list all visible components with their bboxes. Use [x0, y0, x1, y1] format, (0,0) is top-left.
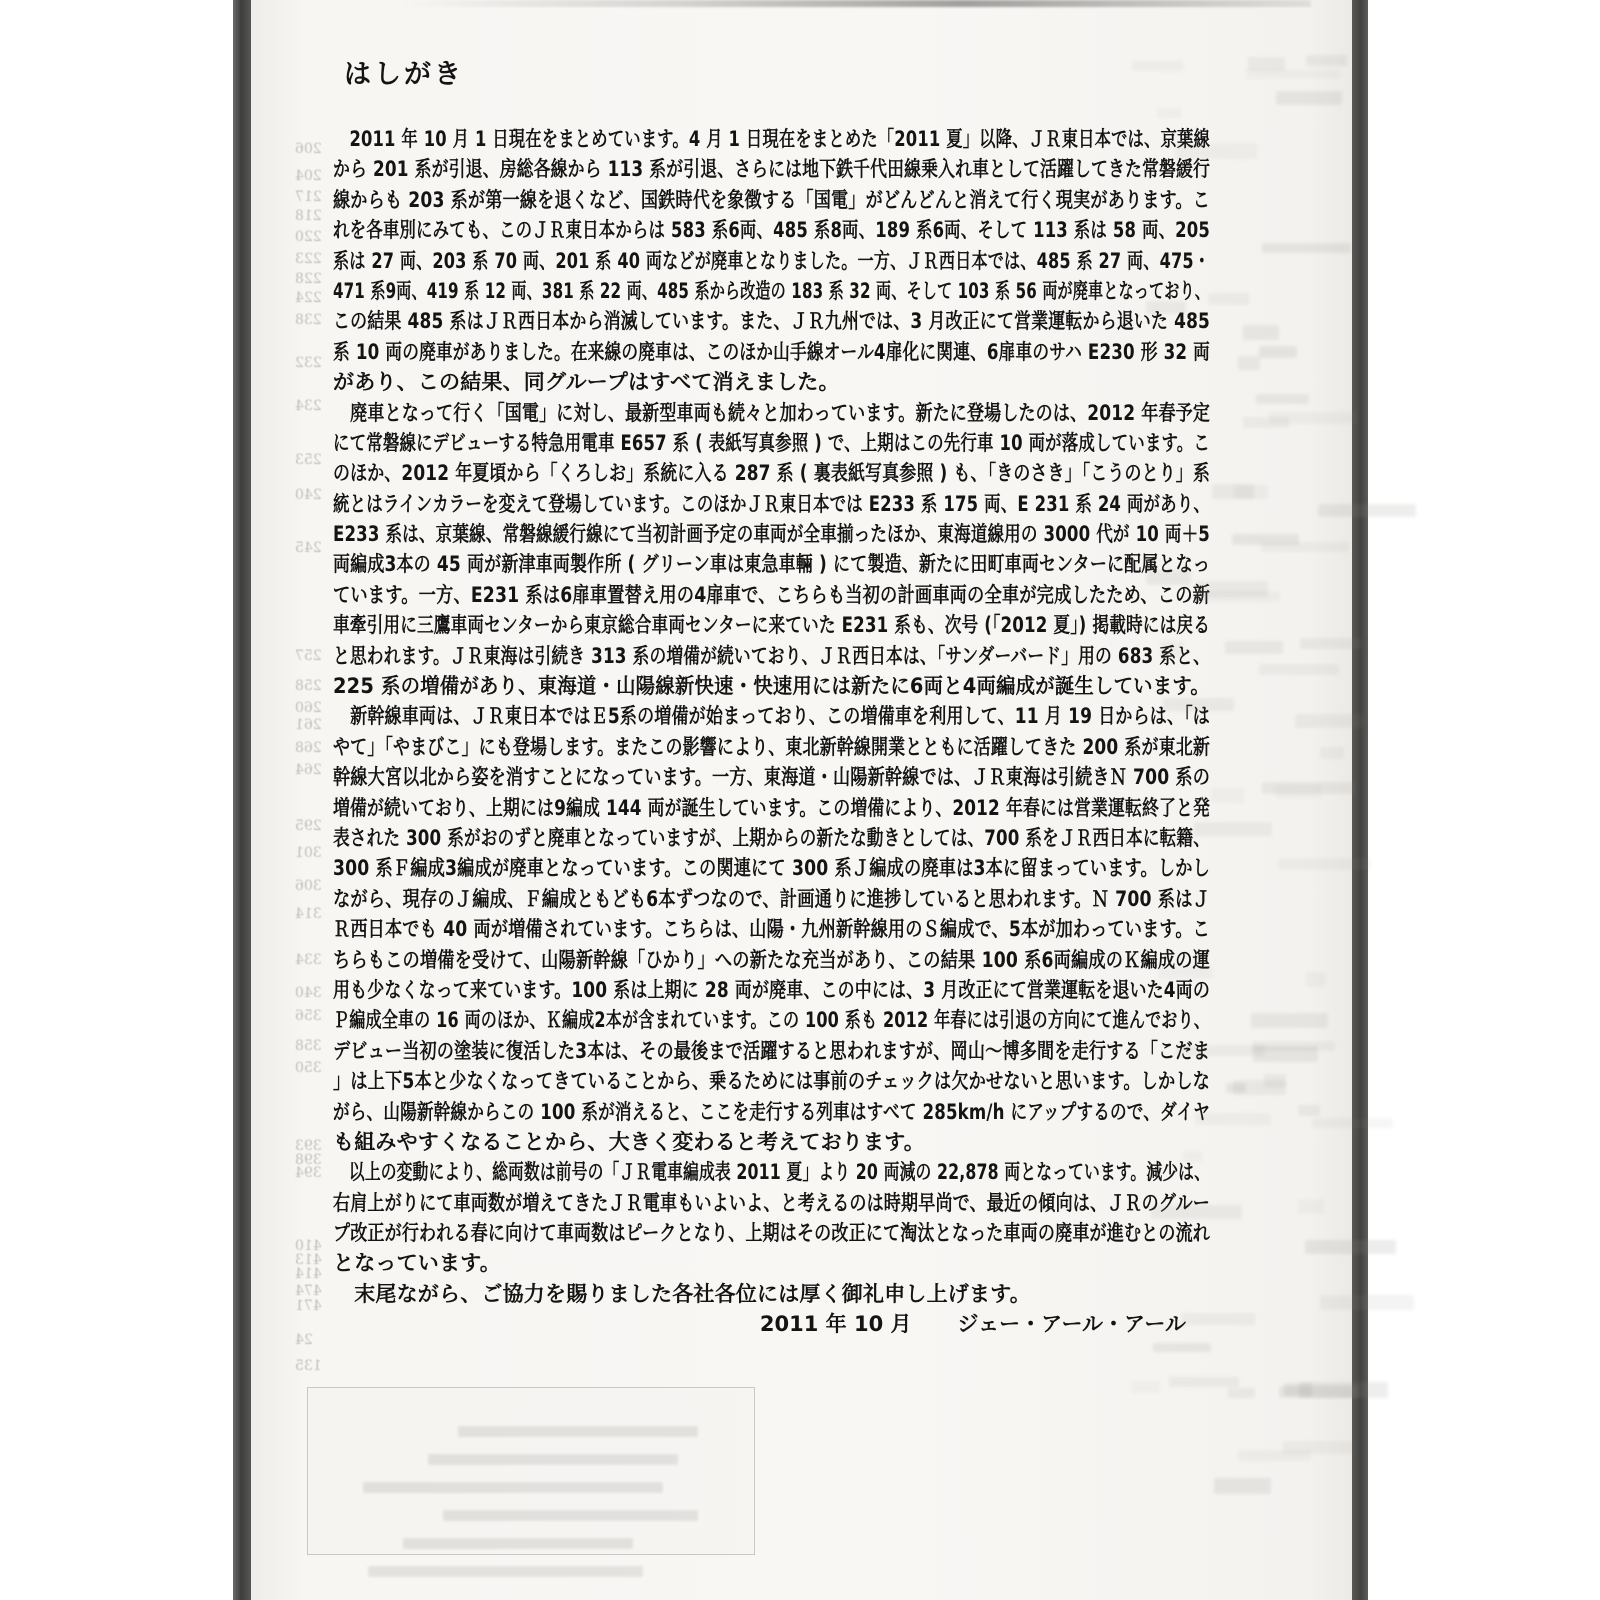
- text-line: ちらもこの増備を受けて、山陽新幹線「ひかり」への新たな充当があり、この結果 100 系6両編成のＫ編成の運: [333, 947, 1210, 972]
- bleed-through-smudge: [1228, 1388, 1256, 1398]
- text-line: のほか、2012 年夏頃から「くろしお」系統に入る 287 系 ( 裏表紙写真参照 ) も、「きのさき」「こうのとり」系: [333, 461, 1210, 486]
- text-line: ています。一方、E231 系は6扉車置替え用の4扉車で、こちらも当初の計画車両の全車が完成したため、この新: [333, 582, 1210, 607]
- bleed-through-smudge: [1283, 1441, 1354, 1454]
- bleed-through-number: 393: [295, 1138, 322, 1154]
- bleed-through-smudge: [1196, 581, 1267, 596]
- bleed-through-smudge: [1146, 570, 1191, 585]
- bleed-through-smudge: [1305, 1240, 1396, 1254]
- text-line: 2011 年 10 月 1 日現在をまとめています。4 月 1 日現在をまとめた「2011 夏」以降、ＪＲ東日本では、京葉線: [333, 127, 1210, 151]
- bleed-through-smudge: [1295, 714, 1364, 727]
- bleed-through-smudge: [1259, 346, 1296, 358]
- scan-edge-strip-left: [233, 0, 251, 1600]
- text-line: 線からも 203 系が第一線を退くなど、国鉄時代を象徴する「国電」がどんどんと消えて行く現実があります。こ: [333, 187, 1210, 212]
- bleed-through-number: 261: [295, 717, 322, 733]
- bleed-through-smudge: [1146, 301, 1186, 315]
- bleed-through-smudge: [1194, 822, 1272, 836]
- bleed-through-number: 218: [295, 208, 322, 224]
- signature-line: [333, 1308, 1186, 1338]
- bleed-through-number: 334: [295, 952, 322, 968]
- bleed-through-smudge: [1151, 1205, 1242, 1220]
- bleed-through-smudge: [1211, 788, 1244, 803]
- bleed-through-number: 358: [295, 1038, 322, 1054]
- text-line: となっています。: [333, 1251, 501, 1276]
- bleed-through-line: [363, 1482, 663, 1493]
- bleed-through-smudge: [1259, 664, 1339, 676]
- text-line: プ改正が行われる春に向けて車両数はピークとなり、上期はその改正にて淘汰となった車両の廃車が進むとの流れ: [333, 1221, 1210, 1246]
- bleed-through-number: 24: [295, 1332, 313, 1348]
- bleed-through-smudge: [1157, 108, 1181, 118]
- bleed-through-number: 206: [295, 141, 322, 157]
- bleed-through-number: 398: [295, 1152, 322, 1168]
- bleed-through-smudge: [1238, 356, 1260, 370]
- text-line: 統とはラインカラーを変えて登場しています。このほかＪＲ東日本では E233 系 175 両、E 231 系 24 両があり、: [333, 491, 1210, 516]
- bleed-through-smudge: [1160, 641, 1184, 657]
- bleed-through-smudge: [1262, 243, 1351, 252]
- text-line: デビュー当初の塗装に復活した3本は、その最後まで活躍すると思われますが、岡山〜博多間を走行する「こだま: [333, 1038, 1210, 1063]
- bleed-through-number: 245: [295, 540, 322, 556]
- bleed-through-number: 314: [295, 906, 322, 922]
- bleed-through-number: 257: [295, 648, 322, 664]
- text-line: 廃車となって行く「国電」に対し、最新型車両も続々と加わっています。新たに登場したのは、2012 年春予定: [333, 400, 1210, 425]
- bleed-through-smudge: [1269, 412, 1358, 424]
- text-line: 225 系の増備があり、東海道・山陽線新快速・快速用には新たに6両と4両編成が誕生しています。: [333, 674, 1210, 699]
- bleed-through-smudge: [1175, 143, 1258, 159]
- text-line: 471 系9両、419 系 12 両、381 系 22 両、485 系から改造の 183 系 32 両、そして 103 系 56 両が廃車となっており、: [333, 278, 1210, 303]
- bleed-through-number: 301: [295, 845, 322, 861]
- bleed-through-number: 240: [295, 487, 322, 503]
- bleed-through-number: 253: [295, 452, 322, 468]
- text-line: にて常磐線にデビューする特急用電車 E657 系 ( 表紙写真参照 ) で、上期はこの先行車 10 両が落成しています。こ: [333, 430, 1210, 455]
- bleed-through-smudge: [1300, 638, 1363, 649]
- bleed-through-number: 414: [295, 1266, 322, 1282]
- text-line: やて」「やまびこ」にも登場します。またこの影響により、東北新幹線開業とともに活躍してきた 200 系が東北新: [333, 734, 1210, 759]
- bleed-through-smudge: [1163, 698, 1234, 711]
- signature-date: 2011 年 10 月: [759, 1312, 912, 1336]
- bleed-through-number: 258: [295, 678, 322, 694]
- bleed-through-smudge: [1176, 1045, 1265, 1056]
- bleed-through-number: 306: [295, 878, 322, 894]
- bleed-through-number: 204: [295, 168, 322, 184]
- bleed-through-number: 260: [295, 700, 322, 716]
- bleed-through-smudge: [1246, 69, 1340, 79]
- bleed-through-line: [458, 1426, 698, 1437]
- bleed-through-smudge: [1320, 747, 1344, 759]
- bleed-through-number: 340: [295, 985, 322, 1001]
- text-line: がら、山陽新幹線からこの 100 系が消えると、ここを走行する列車はすべて 285km/h にアップするので、ダイヤ: [333, 1099, 1210, 1124]
- bleed-through-smudge: [1276, 91, 1342, 105]
- bleed-through-number: 228: [295, 271, 322, 287]
- bleed-through-number: 394: [295, 1165, 322, 1181]
- bleed-through-smudge: [1318, 504, 1416, 517]
- text-line: 幹線大宮以北から姿を消すことになっています。一方、東海道・山陽新幹線では、ＪＲ東海は引続きＮ 700 系の: [333, 765, 1210, 790]
- text-line: ながら、現存のＪ編成、Ｆ編成ともども6本ずつなので、計画通りに進捗していると思われます。Ｎ 700 系はＪ: [333, 886, 1210, 911]
- bleed-through-number: 268: [295, 740, 322, 756]
- text-line: 両編成3本の 45 両が新津車両製作所 ( グリーン車は東急車輛 ) にて製造、新たに田町車両センターに配属となっ: [333, 552, 1210, 577]
- bleed-through-smudge: [1169, 1377, 1239, 1387]
- bleed-through-smudge: [1225, 641, 1283, 654]
- bleed-through-smudge: [1251, 1013, 1327, 1028]
- bleed-through-smudge: [1153, 1343, 1210, 1352]
- bleed-through-number: 471: [295, 1298, 322, 1314]
- bleed-through-smudge: [1183, 1151, 1202, 1162]
- bleed-through-smudge: [1278, 858, 1372, 870]
- preface-body: [333, 124, 1210, 1309]
- page: [251, 0, 1352, 1600]
- bleed-through-smudge: [1132, 61, 1183, 71]
- text-line: 用も少なくなって来ています。100 系は上期に 28 両が廃車、この中には、3 月改正にて営業運転を退いた4両の: [333, 977, 1210, 1002]
- text-line: 」は上下5本と少なくなってきていることから、乗るためには事前のチェックは欠かせないと思います。しかしな: [333, 1069, 1210, 1094]
- text-line: 300 系Ｆ編成3編成が廃車となっています。この関連にて 300 系Ｊ編成の廃車は3本に留まっています。しかし: [333, 856, 1210, 881]
- bleed-through-smudge: [1312, 1118, 1393, 1128]
- page-title: はしがき: [344, 59, 464, 90]
- bleed-through-smudge: [1158, 966, 1213, 979]
- bleed-through-number: 474: [295, 1283, 322, 1299]
- bleed-through-smudge: [1131, 1381, 1160, 1393]
- bleed-through-line: [428, 1454, 678, 1465]
- bleed-through-smudge: [1208, 293, 1249, 305]
- scan-artifact-top-smear: [401, 0, 1311, 7]
- text-line: 以上の変動により、総両数は前号の「ＪＲ電車編成表 2011 夏」より 20 両減の 22,878 両となっています。減少は、: [333, 1160, 1210, 1185]
- text-line: から 201 系が引退、房総各線から 113 系が引退、さらには地下鉄千代田線乗入れ車として活躍してきた常磐緩行: [333, 157, 1210, 182]
- bleed-through-number: 217: [295, 189, 322, 205]
- text-line: れを各車別にみても、このＪＲ東日本からは 583 系6両、485 系8両、189 系6両、そして 113 系は 58 両、205: [333, 218, 1210, 243]
- text-line: E233 系は、京葉線、常磐線緩行線にて当初計画予定の車両が全車揃ったほか、東海道線用の 3000 代が 10 両＋5: [333, 522, 1210, 547]
- bleed-through-number: 135: [295, 1358, 322, 1374]
- bleed-through-number: 232: [295, 355, 322, 371]
- bleed-through-smudge: [1256, 394, 1308, 404]
- bleed-through-line: [443, 1510, 698, 1521]
- text-line: 末尾ながら、ご協力を賜りました各社各位には厚く御礼申し上げます。: [333, 1281, 1031, 1306]
- bleed-through-number: 223: [295, 251, 322, 267]
- text-line: 系は 27 両、203 系 70 両、201 系 40 両などが廃車となりました。一方、ＪＲ西日本では、485 系 27 両、475・: [333, 248, 1210, 273]
- bleed-through-number: 238: [295, 312, 322, 328]
- text-line: 表された 300 系がおのずと廃車となっていますが、上期からの新たな動きとしては、700 系をＪＲ西日本に転籍、: [333, 825, 1210, 850]
- bleed-through-smudge: [1214, 1478, 1271, 1494]
- text-line: 増備が続いており、上期には9編成 144 両が誕生しています。この増備により、2012 年春には営業運転終了と発: [333, 795, 1210, 820]
- bleed-through-smudge: [1233, 1080, 1286, 1095]
- bleed-through-smudge: [1298, 1199, 1325, 1214]
- bleed-through-smudge: [1234, 485, 1268, 499]
- text-line: Ｐ編成全車の 16 両のほか、Ｋ編成2本が含まれています。この 100 系も 2012 年春には引退の方向にて進んでおり、: [333, 1008, 1210, 1033]
- bleed-through-smudge: [1243, 325, 1280, 340]
- text-line: があり、この結果、同グループはすべて消えました。: [333, 370, 840, 395]
- bleed-through-smudge: [1320, 1295, 1414, 1309]
- bleed-through-line: [403, 1538, 633, 1549]
- bleed-through-number: 350: [295, 1060, 322, 1076]
- signature-author: ジェー・アール・アール: [957, 1312, 1186, 1336]
- text-line: 系 10 両の廃車がありました。在来線の廃車は、このほか山手線オール4扉化に関連、6扉車のサハ E230 形 32 両: [333, 339, 1210, 364]
- bleed-through-number: 234: [295, 398, 322, 414]
- bleed-through-box: [307, 1387, 755, 1555]
- scan-edge-strip-right: [1352, 0, 1368, 1600]
- bleed-through-smudge: [1182, 1313, 1255, 1325]
- text-line: 新幹線車両は、ＪＲ東日本ではＥ5系の増備が始まっており、この増備車を利用して、11 月 19 日からは、「は: [333, 704, 1210, 729]
- bleed-through-smudge: [1298, 1105, 1321, 1116]
- text-line: Ｒ西日本でも 40 両が増備されています。こちらは、山陽・九州新幹線用のＳ編成で、5本が加わっています。こ: [333, 917, 1210, 942]
- bleed-through-smudge: [1195, 1113, 1271, 1125]
- bleed-through-number: 295: [295, 818, 322, 834]
- bleed-through-number: 356: [295, 1008, 322, 1024]
- text-line: この結果 485 系はＪＲ西日本から消滅しています。また、ＪＲ九州では、3 月改正にて営業運転から退いた 485: [333, 309, 1210, 334]
- bleed-through-number: 413: [295, 1252, 322, 1268]
- bleed-through-number: 224: [295, 290, 322, 306]
- text-line: 車牽引用に三鷹車両センターから東京総合車両センターに来ていた E231 系も、次号 (「2012 夏」) 掲載時には戻る: [333, 613, 1210, 638]
- text-line: 右肩上がりにて車両数が増えてきたＪＲ電車もいよいよ、と考えるのは時期早尚で、最近の傾向は、ＪＲのグルー: [333, 1190, 1210, 1215]
- bleed-through-smudge: [1306, 972, 1326, 987]
- bleed-through-number: 220: [295, 229, 322, 245]
- text-line: と思われます。ＪＲ東海は引続き 313 系の増備が続いており、ＪＲ西日本は、「サンダーバード」用の 683 系と、: [333, 643, 1210, 668]
- text-line: も組みやすくなることから、大きく変わると考えております。: [333, 1129, 925, 1154]
- bleed-through-number: 264: [295, 762, 322, 778]
- bleed-through-line: [368, 1566, 643, 1577]
- bleed-through-smudge: [1279, 1386, 1358, 1398]
- bleed-through-smudge: [1261, 542, 1349, 552]
- bleed-through-smudge: [1306, 55, 1347, 65]
- bleed-through-smudge: [1275, 785, 1322, 799]
- bleed-through-number: 410: [295, 1238, 322, 1254]
